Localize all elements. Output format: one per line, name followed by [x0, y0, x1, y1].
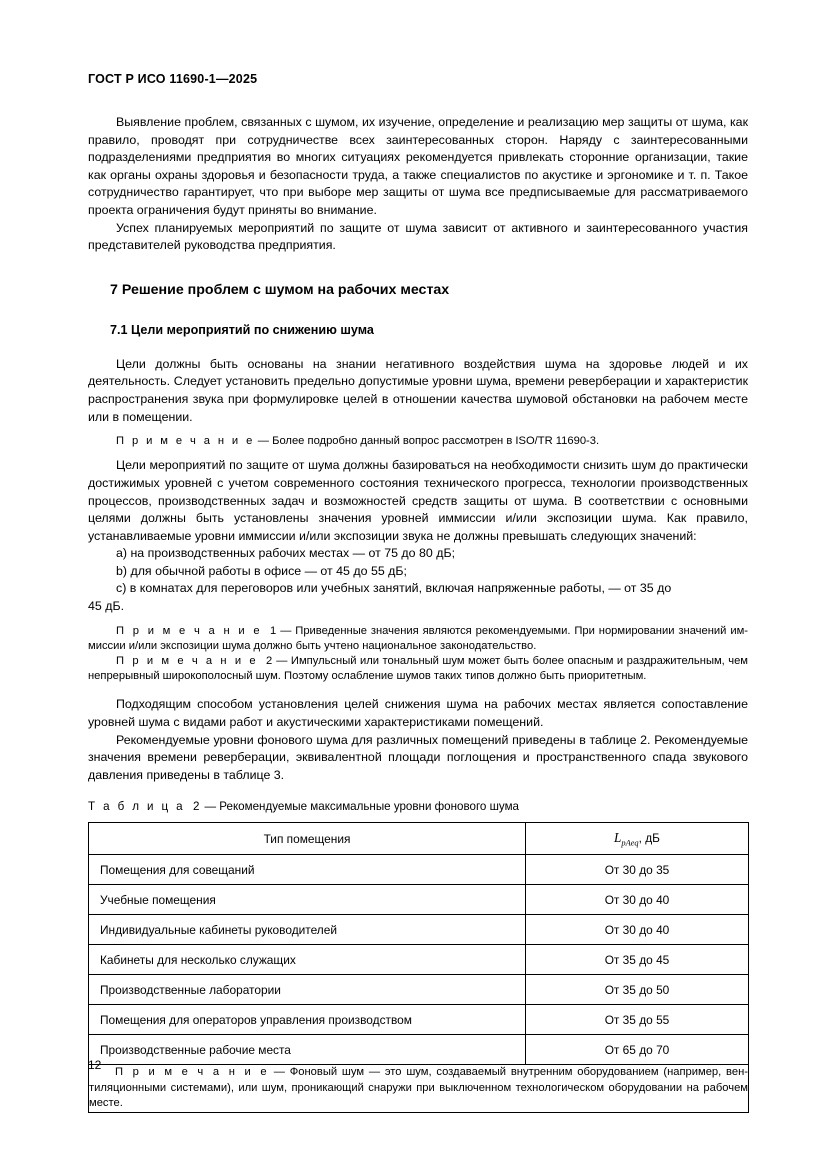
note-1-number: 1 — [269, 624, 277, 637]
symbol-l-paeq — [614, 830, 639, 848]
cell-sound-level: От 65 до 70 — [526, 1035, 749, 1065]
table-row — [89, 975, 749, 1005]
cell-room-type: Кабинеты для несколько служащих — [89, 945, 526, 975]
unit-decibel: , дБ — [638, 831, 660, 846]
page-content — [88, 72, 748, 1113]
table-row — [89, 1035, 749, 1065]
symbol-subscript: pAeq — [621, 838, 639, 848]
note-1-label: П р и м е ч а н и е — [116, 624, 262, 637]
table-caption-text: — Рекомендуемые максимальные уровни фонового шума — [204, 800, 519, 814]
paragraph-goals-basis: Цели должны быть основаны на знании негативного воздействия шума на здоровье людей и их деятельность. Следует установить предельно допустимые уровни шума, времени реверберации и характеристик распространения звука при формулировке целей в отношении качества шумовой обстановки на рабочем месте или в помещении. — [88, 356, 748, 424]
column-header-sound-level — [526, 823, 749, 855]
note-2-text: — Импульсный или тональный шум может быть более опасным и раздражительным, чем непрерывный широкополосный шум. Поэтому ослабление шумов таких типов должно быть приоритетным. — [88, 655, 749, 683]
paragraph-achievable-levels: Цели мероприятий по защите от шума должны базироваться на необходимости снизить шум до практически достижимых уровней с учетом современного состояния технического прогресса, технологии производственных процессов, производственных задач и возможностей средств защиты от шума. В соответствии с основными целями должны быть установлены значения уровней иммиссии и/или экспозиции шума. Как правило, устанавливаемые уровни иммиссии и/или экспозиции звука не должны превышать следующих значений: — [88, 458, 748, 543]
table-row — [89, 945, 749, 975]
table-footnote — [89, 1065, 749, 1112]
note-1-recommended-values — [88, 624, 748, 654]
spacer — [88, 684, 748, 696]
table-header — [89, 823, 749, 855]
spacer — [88, 616, 748, 624]
column-header-room-type: Тип помещения — [89, 823, 526, 855]
note-2-number: 2 — [266, 655, 273, 668]
table-footnote-paragraph — [89, 1065, 748, 1111]
note-label: П р и м е ч а н и е — [116, 435, 255, 448]
paragraph-goal-setting-method: Подходящим способом установления целей снижения шума на рабочих местах является сопоставление уровней шума с видами работ и акустическими характеристиками помещений. — [88, 697, 748, 730]
cell-room-type: Помещения для операторов управления производством — [89, 1005, 526, 1035]
cell-room-type: Производственные рабочие места — [89, 1035, 526, 1065]
running-header-standard-number: ГОСТ Р ИСО 11690-1—2025 — [88, 72, 258, 86]
cell-sound-level: От 35 до 45 — [526, 945, 749, 975]
table-2-background-noise-levels — [88, 822, 749, 1112]
cell-sound-level: От 35 до 50 — [526, 975, 749, 1005]
spacer — [88, 426, 748, 434]
paragraph-table-references: Рекомендуемые уровни фонового шума для различных помещений приведены в таблице 2. Рекомендуемые значения времени реверберации, эквивалентной площади поглощения и пространственного спада звукового давления приведены в таблице 3. — [88, 732, 748, 782]
table-row — [89, 885, 749, 915]
list-item-c-continuation: 45 дБ. — [88, 599, 125, 614]
subsection-heading-7-1: 7.1 Цели мероприятий по снижению шума — [110, 322, 374, 337]
table-header-row — [89, 823, 749, 855]
note-iso-tr-reference — [88, 434, 748, 449]
spacer — [88, 339, 748, 356]
cell-room-type: Производственные лаборатории — [89, 975, 526, 1005]
spacer — [88, 449, 748, 457]
table-row — [89, 855, 749, 885]
table-2-caption — [88, 799, 748, 815]
list-item-b: b) для обычной работы в офисе — от 45 до 55 дБ; — [116, 563, 407, 578]
symbol-l: L — [614, 830, 622, 846]
note-2-label: П р и м е ч а н и е — [116, 655, 259, 668]
cell-sound-level: От 30 до 35 — [526, 855, 749, 885]
cell-sound-level: От 30 до 40 — [526, 885, 749, 915]
section-heading-7: 7 Решение проблем с шумом на рабочих местах — [110, 281, 450, 298]
table-caption-label: Т а б л и ц а — [88, 800, 186, 814]
table-footnote-text: — Фоновый шум — это шум, создаваемый внутренним оборудованием (например, вентиляционными системами), или шум, проникающий снаружи при выключенном технологическом оборудовании на рабочем месте. — [89, 1066, 748, 1110]
list-item-a: a) на производственных рабочих местах — от 75 до 80 дБ; — [116, 546, 456, 561]
list-item-c: c) в комнатах для переговоров или учебных занятий, включая напряженные работы, — от 35 до — [116, 581, 672, 596]
note-2-impulsive-tonal-noise — [88, 654, 748, 684]
cell-room-type: Индивидуальные кабинеты руководителей — [89, 915, 526, 945]
paragraph-management-participation: Успех планируемых мероприятий по защите от шума зависит от активного и заинтересованного участия представителей руководства предприятия. — [88, 220, 748, 253]
cell-room-type: Помещения для совещаний — [89, 855, 526, 885]
table-row — [89, 915, 749, 945]
note-text: — Более подробно данный вопрос рассмотрен в ISO/TR 11690-3. — [254, 435, 600, 448]
paragraph-noise-problem-identification: Выявление проблем, связанных с шумом, их изучение, определение и реализацию мер защиты от шума, как правило, проводят при сотрудничестве всех заинтересованных сторон. Наряду с заинтересованными подразделениями предприятия во многих ситуациях рекомендуется привлекать сторонние организации, такие как органы охраны здоровья и безопасности труда, а также специалистов по акустике и эргономике и т. п. Такое сотрудничество гарантирует, что при выборе мер защиты от шума все предписываемые для рассматриваемого проекта ограничения будут приняты во внимание. — [88, 115, 748, 217]
table-footnote-label: П р и м е ч а н и е — [115, 1066, 269, 1079]
table-caption-number: 2 — [193, 800, 200, 814]
note-1-text: — Приведенные значения являются рекомендуемыми. При нормировании значений иммиссии и/или экспозиции шума должно быть учтено национальное законодательство. — [88, 624, 748, 652]
table-body — [89, 855, 749, 1112]
table-row — [89, 1005, 749, 1035]
cell-sound-level: От 30 до 40 — [526, 915, 749, 945]
table-footnote-row — [89, 1065, 749, 1112]
cell-sound-level: От 35 до 55 — [526, 1005, 749, 1035]
cell-room-type: Учебные помещения — [89, 885, 526, 915]
page-number: 12 — [88, 1058, 102, 1072]
